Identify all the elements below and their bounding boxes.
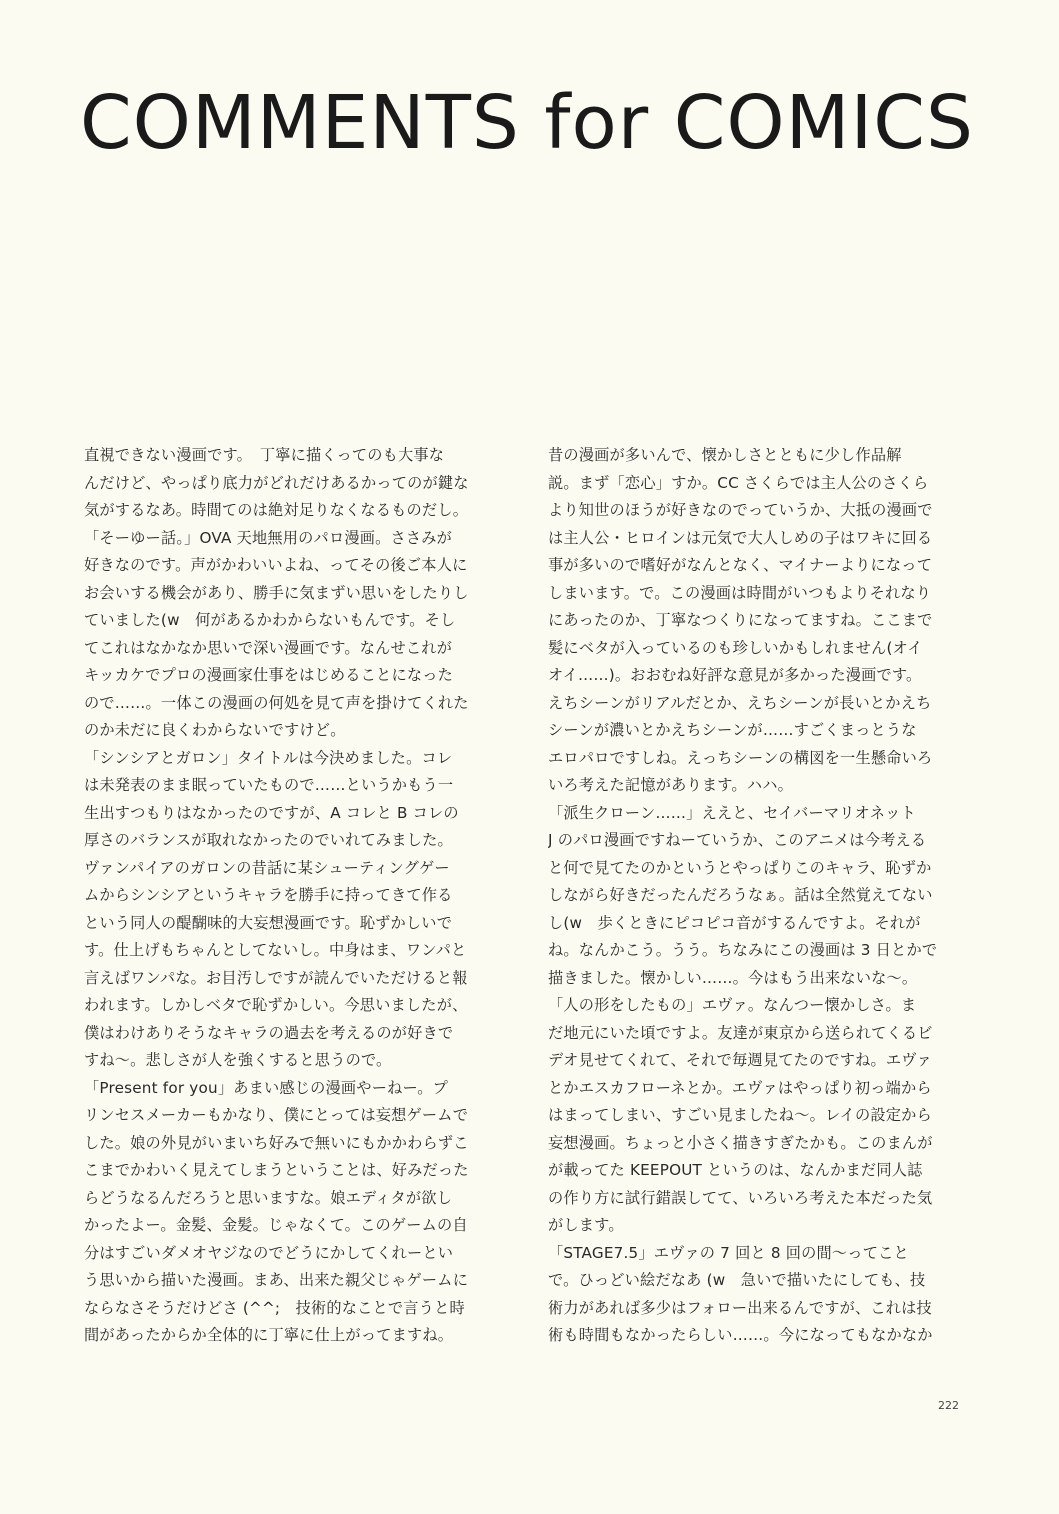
right-column-line: とかエスカフローネとか。エヴァはやっぱり初っ端から (548, 1078, 932, 1097)
right-column-line: しまいます。で。この漫画は時間がいつもよりそれなり (548, 583, 932, 602)
left-column-line: は未発表のまま眠っていたもので……というかもう一 (84, 776, 454, 794)
right-column-line: J のパロ漫画ですねーていうか、このアニメは今考える (548, 831, 927, 849)
right-column-line: の作り方に試行錯誤してて、いろいろ考えた本だった気 (548, 1188, 933, 1207)
left-column-line: のか未だに良くわからないですけど。 (84, 721, 346, 739)
left-column-line: キッカケでプロの漫画家仕事をはじめることになった (84, 666, 453, 684)
right-column-line: し(w 歩くときにピコピコ音がするんですよ。それが (548, 913, 921, 932)
right-text-column (548, 442, 966, 1350)
left-column-line: 「そーゆー話。」OVA 天地無用のパロ漫画。ささみが (84, 528, 453, 547)
page-title: COMMENTS for COMICS (80, 80, 974, 166)
left-column-line: 直視できない漫画です。 丁寧に描くってのも大事な (84, 446, 445, 464)
right-column-line: は主人公・ヒロインは元気で大人しめの子はワキに回る (548, 528, 933, 547)
right-column-line: 昔の漫画が多いんで、懐かしさとともに少し作品解 (548, 446, 902, 464)
left-column-line: てこれはなかなか思いで深い漫画です。なんせこれが (84, 638, 453, 657)
right-column-line: はまってしまい、すごい見ましたね～。レイの設定から (548, 1106, 932, 1124)
right-column-line: 髪にベタが入っているのも珍しいかもしれません(オイ (548, 638, 923, 657)
left-column-line: 僕はわけありそうなキャラの過去を考えるのが好きで (84, 1023, 454, 1042)
right-column-line: 術力があれば多少はフォロー出来るんですが、これは技 (548, 1298, 932, 1317)
left-column-line: お会いする機会があり、勝手に気まずい思いをしたりし (84, 583, 469, 602)
left-column-line: ヴァンパイアのガロンの昔話に某シューティングゲー (84, 858, 450, 877)
left-text-column (84, 442, 502, 1350)
right-column-line: 「STAGE7.5」エヴァの 7 回と 8 回の間～ってこと (548, 1243, 909, 1262)
page-number: 222 (938, 1399, 959, 1412)
right-column-line: より知世のほうが好きなのでっていうか、大抵の漫画で (548, 501, 933, 519)
right-column-line: がします。 (548, 1216, 624, 1234)
right-column-line: で。ひっどい絵だなあ (w 急いで描いたにしても、技 (548, 1271, 926, 1289)
left-column-line: という同人の醍醐味的大妄想漫画です。恥ずかしいで (84, 913, 453, 932)
right-column-line: いろ考えた記憶があります。ハハ。 (548, 776, 793, 794)
left-column-line: 「シンシアとガロン」タイトルは今決めました。コレ (84, 748, 453, 767)
left-column-line: ならなさそうだけどさ (^^; 技術的なことで言うと時 (84, 1298, 465, 1317)
right-column-line: と何で見てたのかというとやっぱりこのキャラ、恥ずか (548, 858, 932, 877)
left-column-line: らどうなるんだろうと思いますな。娘エディタが欲し (84, 1188, 453, 1207)
left-column-line: ので……。一体この漫画の何処を見て声を掛けてくれた (84, 693, 469, 712)
right-column-line: 事が多いので嗜好がなんとなく、マイナーよりになって (548, 556, 933, 574)
left-column-line: 分はすごいダメオヤジなのでどうにかしてくれーとい (84, 1243, 454, 1262)
left-column-line: われます。しかしベタで恥ずかしい。今思いましたが、 (84, 996, 468, 1014)
right-column-line: 説。まず「恋心」すか。CC さくらでは主人公のさくら (548, 473, 929, 492)
right-column-line: シーンが濃いとかえちシーンが……すごくまっとうな (548, 721, 917, 739)
left-column-line: 「Present for you」あまい感じの漫画やーねー。プ (84, 1078, 449, 1097)
right-column-line: えちシーンがリアルだとか、えちシーンが長いとかえち (548, 693, 932, 712)
right-column-line: 妄想漫画。ちょっと小さく描きすぎたかも。このまんが (548, 1133, 933, 1152)
left-column-line: 好きなのです。声がかわいいよね、ってその後ご本人に (84, 556, 468, 574)
right-column-line: 「人の形をしたもの」エヴァ。なんつー懐かしさ。ま (548, 996, 917, 1014)
right-column-line: ね。なんかこう。うう。ちなみにこの漫画は 3 日とかで (548, 941, 938, 959)
right-column-line: 描きました。懐かしい……。今はもう出来ないな～。 (548, 968, 918, 987)
left-column-line: リンセスメーカーもかなり、僕にとっては妄想ゲームで (84, 1106, 469, 1124)
right-column-line: エロパロですしね。えっちシーンの構図を一生懸命いろ (548, 748, 933, 767)
right-column-line: しながら好きだったんだろうなぁ。話は全然覚えてない (548, 886, 933, 904)
left-column-line: 生出すつもりはなかったのですが、A コレと B コレの (84, 803, 459, 822)
left-column-line: 厚さのバランスが取れなかったのでいれてみました。 (84, 831, 453, 849)
right-column-line: 術も時間もなかったらしい……。今になってもなかなか (548, 1326, 933, 1344)
left-column-line: ていました(w 何があるかわからないもんです。そし (84, 611, 456, 629)
left-column-line: した。娘の外見がいまいち好みで無いにもかかわらずこ (84, 1133, 469, 1152)
left-column-line: す。仕上げもちゃんとしてないし。中身はま、ワンパと (84, 941, 467, 959)
left-column-line: う思いから描いた漫画。まあ、出来た親父じゃゲームに (84, 1271, 469, 1289)
left-column-line: こまでかわいく見えてしまうということは、好みだった (84, 1161, 469, 1179)
left-column-line: 間があったからか全体的に丁寧に仕上がってますね。 (84, 1326, 454, 1344)
left-column-line: んだけど、やっぱり底力がどれだけあるかってのが鍵な (84, 473, 469, 492)
left-column-line: 言えばワンパな。お目汚しですが読んでいただけると報 (84, 968, 468, 987)
right-column-line: オイ……)。おおむね好評な意見が多かった漫画です。 (548, 666, 922, 684)
left-column-line: すね～。悲しさが人を強くすると思うので。 (84, 1051, 392, 1069)
right-column-line: が載ってた KEEPOUT というのは、なんかまだ同人誌 (548, 1161, 923, 1179)
left-column-line: ムからシンシアというキャラを勝手に持ってきて作る (84, 886, 453, 904)
right-column-line: だ地元にいた頃ですよ。友達が東京から送られてくるビ (548, 1023, 933, 1042)
right-column-line: 「派生クローン……」ええと、セイバーマリオネット (548, 803, 916, 822)
right-column-line: デオ見せてくれて、それで毎週見てたのですね。エヴァ (548, 1051, 932, 1069)
left-column-line: 気がするなあ。時間てのは絶対足りなくなるものだし。 (84, 501, 469, 519)
left-column-line: かったよー。金髪、金髪。じゃなくて。このゲームの自 (84, 1216, 468, 1234)
right-column-line: にあったのか、丁寧なつくりになってますね。ここまで (548, 611, 933, 629)
